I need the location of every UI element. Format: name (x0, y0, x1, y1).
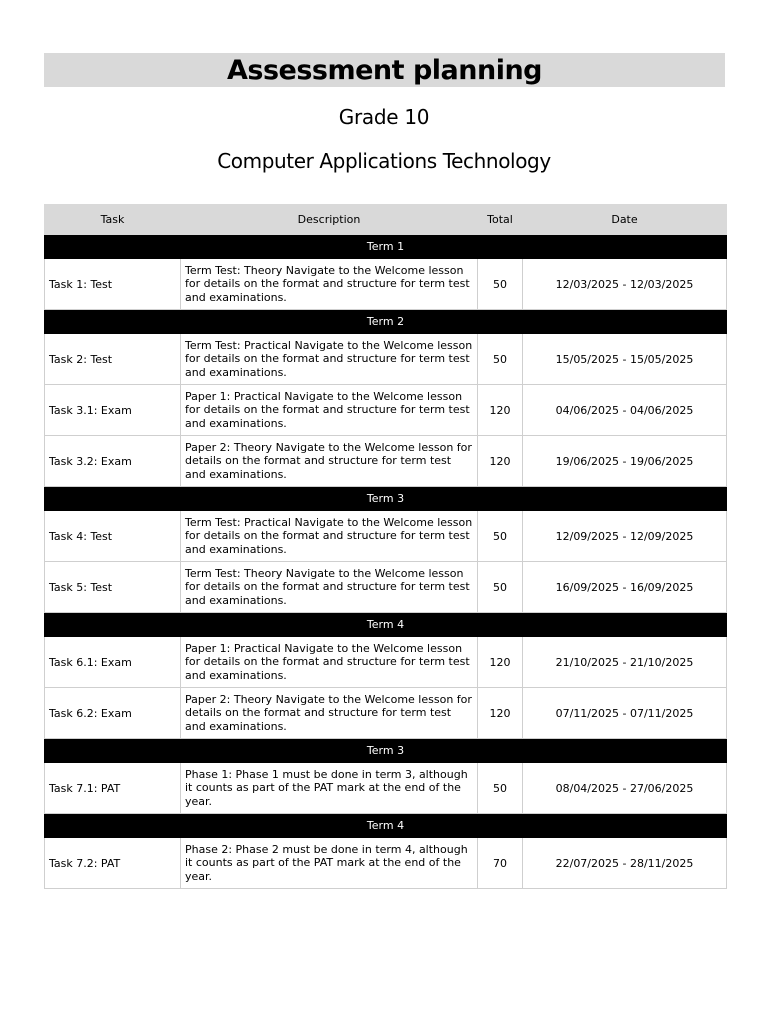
task-date: 19/06/2025 - 19/06/2025 (523, 436, 727, 487)
task-total: 120 (478, 385, 523, 436)
task-name: Task 5: Test (45, 562, 181, 613)
assessment-table (44, 204, 727, 889)
task-description: Term Test: Practical Navigate to the Welcome lesson for details on the format and structure for term test and examinations. (181, 511, 478, 562)
task-name: Task 6.1: Exam (45, 637, 181, 688)
term-label: Term 2 (45, 310, 727, 334)
task-date: 12/03/2025 - 12/03/2025 (523, 259, 727, 310)
table-row (45, 763, 727, 814)
term-row (45, 814, 727, 838)
task-date: 22/07/2025 - 28/11/2025 (523, 838, 727, 889)
task-date: 04/06/2025 - 04/06/2025 (523, 385, 727, 436)
task-name: Task 3.2: Exam (45, 436, 181, 487)
task-name: Task 7.1: PAT (45, 763, 181, 814)
task-name: Task 2: Test (45, 334, 181, 385)
task-date: 12/09/2025 - 12/09/2025 (523, 511, 727, 562)
task-total: 120 (478, 436, 523, 487)
task-description: Phase 1: Phase 1 must be done in term 3, although it counts as part of the PAT mark at the end of the year. (181, 763, 478, 814)
task-description: Phase 2: Phase 2 must be done in term 4, although it counts as part of the PAT mark at the end of the year. (181, 838, 478, 889)
task-total: 50 (478, 259, 523, 310)
term-row (45, 739, 727, 763)
header-date: Date (523, 205, 727, 235)
task-date: 15/05/2025 - 15/05/2025 (523, 334, 727, 385)
term-label: Term 4 (45, 814, 727, 838)
term-label: Term 4 (45, 613, 727, 637)
task-name: Task 6.2: Exam (45, 688, 181, 739)
table-row (45, 334, 727, 385)
task-name: Task 7.2: PAT (45, 838, 181, 889)
task-total: 120 (478, 637, 523, 688)
header-total: Total (478, 205, 523, 235)
task-total: 50 (478, 763, 523, 814)
table-row (45, 688, 727, 739)
header-description: Description (181, 205, 478, 235)
task-total: 120 (478, 688, 523, 739)
task-description: Paper 2: Theory Navigate to the Welcome lesson for details on the format and structure for term test and examinations. (181, 688, 478, 739)
term-label: Term 1 (45, 235, 727, 259)
term-row (45, 487, 727, 511)
table-row (45, 511, 727, 562)
task-name: Task 3.1: Exam (45, 385, 181, 436)
table-header-row (45, 205, 727, 235)
table-row (45, 637, 727, 688)
term-label: Term 3 (45, 739, 727, 763)
table-row (45, 562, 727, 613)
title-bar (44, 53, 725, 87)
table-row (45, 259, 727, 310)
task-date: 21/10/2025 - 21/10/2025 (523, 637, 727, 688)
table-body (45, 235, 727, 889)
term-row (45, 613, 727, 637)
task-description: Paper 1: Practical Navigate to the Welcome lesson for details on the format and structure for term test and examinations. (181, 637, 478, 688)
task-total: 50 (478, 334, 523, 385)
task-total: 70 (478, 838, 523, 889)
term-row (45, 310, 727, 334)
task-description: Term Test: Theory Navigate to the Welcome lesson for details on the format and structure for term test and examinations. (181, 259, 478, 310)
task-name: Task 4: Test (45, 511, 181, 562)
table-row (45, 838, 727, 889)
subject-heading: Computer Applications Technology (217, 149, 551, 173)
task-description: Paper 2: Theory Navigate to the Welcome lesson for details on the format and structure for term test and examinations. (181, 436, 478, 487)
task-total: 50 (478, 511, 523, 562)
header-task: Task (45, 205, 181, 235)
task-date: 08/04/2025 - 27/06/2025 (523, 763, 727, 814)
term-label: Term 3 (45, 487, 727, 511)
table-row (45, 385, 727, 436)
task-date: 16/09/2025 - 16/09/2025 (523, 562, 727, 613)
task-description: Paper 1: Practical Navigate to the Welcome lesson for details on the format and structure for term test and examinations. (181, 385, 478, 436)
table-row (45, 436, 727, 487)
task-description: Term Test: Theory Navigate to the Welcome lesson for details on the format and structure for term test and examinations. (181, 562, 478, 613)
task-name: Task 1: Test (45, 259, 181, 310)
task-description: Term Test: Practical Navigate to the Welcome lesson for details on the format and structure for term test and examinations. (181, 334, 478, 385)
task-total: 50 (478, 562, 523, 613)
page-title: Assessment planning (226, 54, 542, 86)
grade-heading: Grade 10 (338, 105, 430, 129)
term-row (45, 235, 727, 259)
task-date: 07/11/2025 - 07/11/2025 (523, 688, 727, 739)
